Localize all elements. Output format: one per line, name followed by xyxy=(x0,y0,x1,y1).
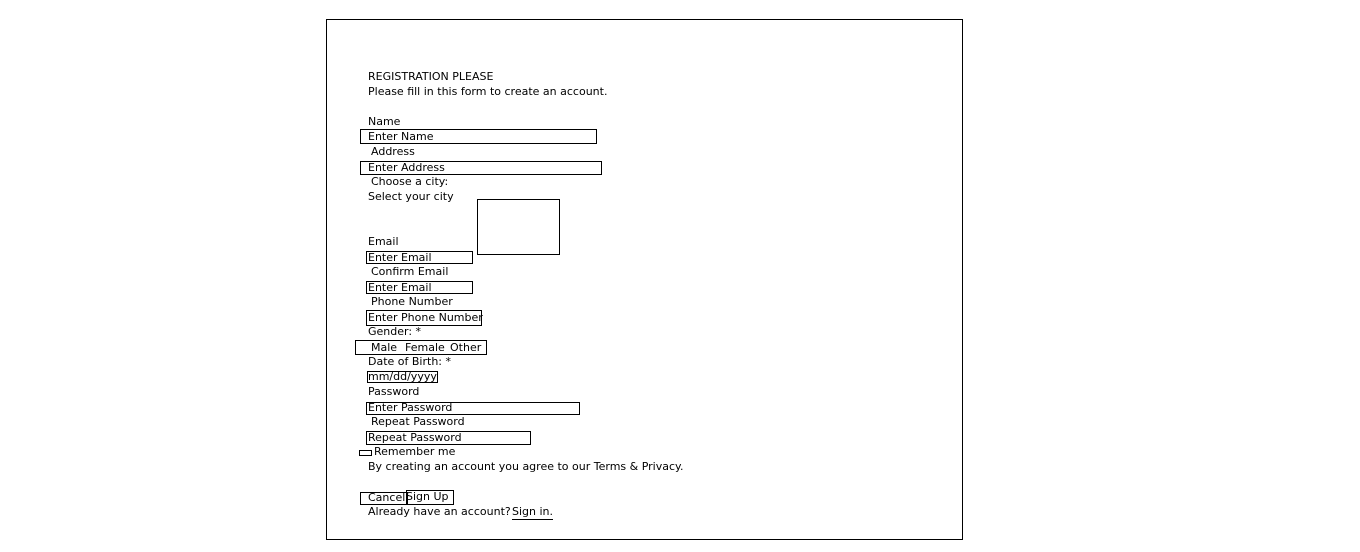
dob-label: Date of Birth: * xyxy=(368,355,451,368)
city-label: Choose a city: xyxy=(371,175,449,188)
repeat-password-label: Repeat Password xyxy=(371,415,465,428)
password-input[interactable] xyxy=(366,402,580,415)
cancel-button-label: Cancel xyxy=(368,491,406,504)
name-input[interactable] xyxy=(360,129,597,144)
signin-prompt: Already have an account? xyxy=(368,505,511,518)
name-placeholder: Enter Name xyxy=(368,130,434,143)
name-label: Name xyxy=(368,115,401,128)
remember-label: Remember me xyxy=(374,445,456,458)
password-placeholder: Enter Password xyxy=(368,401,453,414)
gender-option-female[interactable]: Female xyxy=(405,341,445,354)
email-label: Email xyxy=(368,235,399,248)
gender-option-male[interactable]: Male xyxy=(371,341,398,354)
email-input[interactable] xyxy=(366,251,473,264)
dob-placeholder: mm/dd/yyyy xyxy=(368,370,437,383)
repeat-password-placeholder: Repeat Password xyxy=(368,431,462,444)
terms-link[interactable]: Terms & Privacy. xyxy=(593,460,684,473)
signin-link-underline xyxy=(512,519,553,520)
signin-link[interactable]: Sign in. xyxy=(512,505,554,518)
page-title: REGISTRATION PLEASE xyxy=(368,70,494,83)
confirm-email-label: Confirm Email xyxy=(371,265,449,278)
address-placeholder: Enter Address xyxy=(368,161,445,174)
repeat-password-input[interactable] xyxy=(366,431,531,445)
dob-input[interactable] xyxy=(367,371,438,383)
page-subtitle: Please fill in this form to create an account. xyxy=(368,85,608,98)
phone-label: Phone Number xyxy=(371,295,453,308)
gender-option-other[interactable]: Other xyxy=(450,341,482,354)
confirm-email-placeholder: Enter Email xyxy=(368,281,432,294)
address-label: Address xyxy=(371,145,415,158)
terms-prefix: By creating an account you agree to our xyxy=(368,460,591,473)
confirm-email-input[interactable] xyxy=(366,281,473,294)
signup-button-label: Sign Up xyxy=(406,490,449,503)
gender-group xyxy=(355,340,487,355)
password-label: Password xyxy=(368,385,420,398)
signup-button[interactable] xyxy=(406,490,454,505)
city-select[interactable] xyxy=(477,199,560,255)
phone-placeholder: Enter Phone Number xyxy=(368,311,483,324)
cancel-button[interactable] xyxy=(360,492,408,505)
phone-input[interactable] xyxy=(366,310,482,326)
remember-checkbox[interactable] xyxy=(359,450,372,456)
terms-text xyxy=(368,460,683,473)
email-placeholder: Enter Email xyxy=(368,251,432,264)
gender-label: Gender: * xyxy=(368,325,422,338)
address-input[interactable] xyxy=(360,161,602,175)
city-select-label: Select your city xyxy=(368,190,454,203)
